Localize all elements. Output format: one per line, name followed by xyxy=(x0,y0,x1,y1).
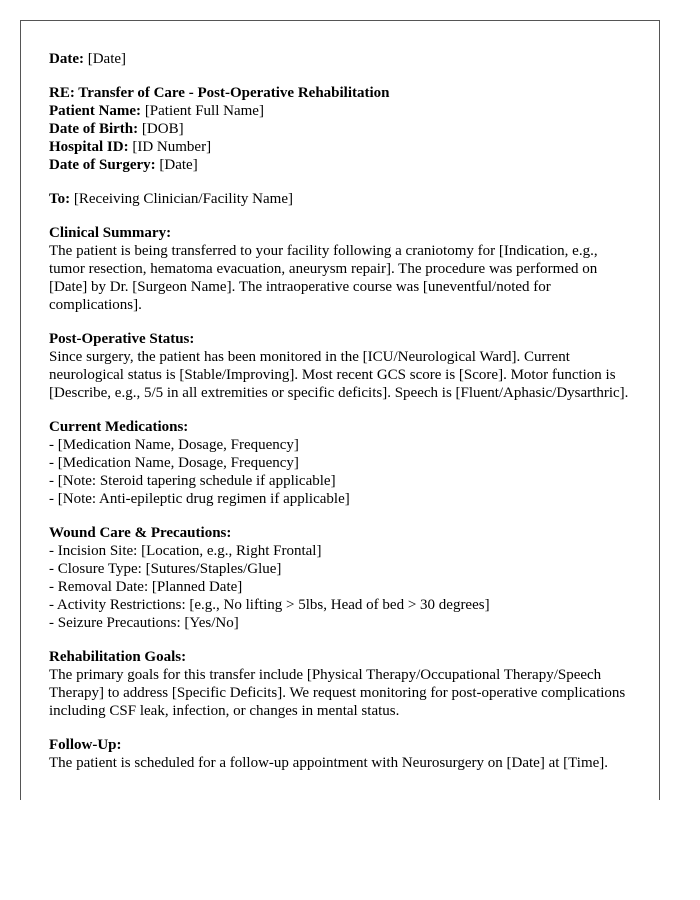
date-label: Date: xyxy=(49,51,84,67)
to-label: To: xyxy=(49,191,71,207)
list-item: - Seizure Precautions: [Yes/No] xyxy=(49,615,239,631)
surgery-date-line xyxy=(49,156,629,174)
header-block xyxy=(49,84,629,174)
rehab-goals-heading: Rehabilitation Goals: xyxy=(49,649,187,665)
dob-label: Date of Birth: xyxy=(49,121,139,137)
medications-section xyxy=(49,418,629,508)
list-item: - Closure Type: [Sutures/Staples/Glue] xyxy=(49,561,282,577)
hospital-id-line xyxy=(49,138,629,156)
re-subject: RE: Transfer of Care - Post-Operative Rehabilitation xyxy=(49,85,390,101)
list-item: - [Medication Name, Dosage, Frequency] xyxy=(49,437,299,453)
rehab-goals-text: The primary goals for this transfer include [Physical Therapy/Occupational Therapy/Speech Therapy] to address [Specific Deficits]. We request monitoring for post-operative complications including CSF leak, infection, or changes in mental status. xyxy=(49,667,626,719)
follow-up-text: The patient is scheduled for a follow-up appointment with Neurosurgery on [Date] at [Time]. xyxy=(49,755,609,771)
list-item: - Activity Restrictions: [e.g., No lifting > 5lbs, Head of bed > 30 degrees] xyxy=(49,597,490,613)
dob-line xyxy=(49,120,629,138)
medications-list xyxy=(49,436,629,508)
recipient-block xyxy=(49,190,629,208)
patient-name-value: [Patient Full Name] xyxy=(144,103,264,119)
patient-name-label: Patient Name: xyxy=(49,103,142,119)
hospital-id-label: Hospital ID: xyxy=(49,139,129,155)
list-item: - Removal Date: [Planned Date] xyxy=(49,579,243,595)
list-item: - Incision Site: [Location, e.g., Right Frontal] xyxy=(49,543,322,559)
patient-name-line xyxy=(49,102,629,120)
date-value: [Date] xyxy=(87,51,127,67)
follow-up-heading: Follow-Up: xyxy=(49,737,122,753)
wound-care-list xyxy=(49,542,629,632)
list-item: - [Note: Steroid tapering schedule if applicable] xyxy=(49,473,336,489)
follow-up-section xyxy=(49,736,629,772)
to-value: [Receiving Clinician/Facility Name] xyxy=(73,191,293,207)
surgery-date-value: [Date] xyxy=(159,157,198,173)
wound-care-section xyxy=(49,524,629,632)
clinical-summary-heading: Clinical Summary: xyxy=(49,225,172,241)
rehab-goals-section xyxy=(49,648,629,720)
wound-care-heading: Wound Care & Precautions: xyxy=(49,525,232,541)
surgery-date-label: Date of Surgery: xyxy=(49,157,156,173)
post-op-status-section xyxy=(49,330,629,402)
post-op-status-heading: Post-Operative Status: xyxy=(49,331,195,347)
letter-content xyxy=(49,50,629,788)
list-item: - [Note: Anti-epileptic drug regimen if applicable] xyxy=(49,491,350,507)
letter-page xyxy=(20,20,660,800)
date-line xyxy=(49,50,629,68)
clinical-summary-text: The patient is being transferred to your facility following a craniotomy for [Indication, e.g., tumor resection, hematoma evacuation, aneurysm repair]. The procedure was performed on [Date] by Dr. [Surgeon Name]. The intraoperative course was [uneventful/noted for complications]. xyxy=(49,243,598,313)
hospital-id-value: [ID Number] xyxy=(132,139,212,155)
dob-value: [DOB] xyxy=(141,121,184,137)
list-item: - [Medication Name, Dosage, Frequency] xyxy=(49,455,299,471)
post-op-status-text: Since surgery, the patient has been monitored in the [ICU/Neurological Ward]. Current neurological status is [Stable/Improving]. Most recent GCS score is [Score]. Motor function is [Describe, e.g., 5/5 in all extremities or specific deficits]. Speech is [Fluent/Aphasic/Dysarthric]. xyxy=(49,349,629,401)
clinical-summary-section xyxy=(49,224,629,314)
medications-heading: Current Medications: xyxy=(49,419,189,435)
